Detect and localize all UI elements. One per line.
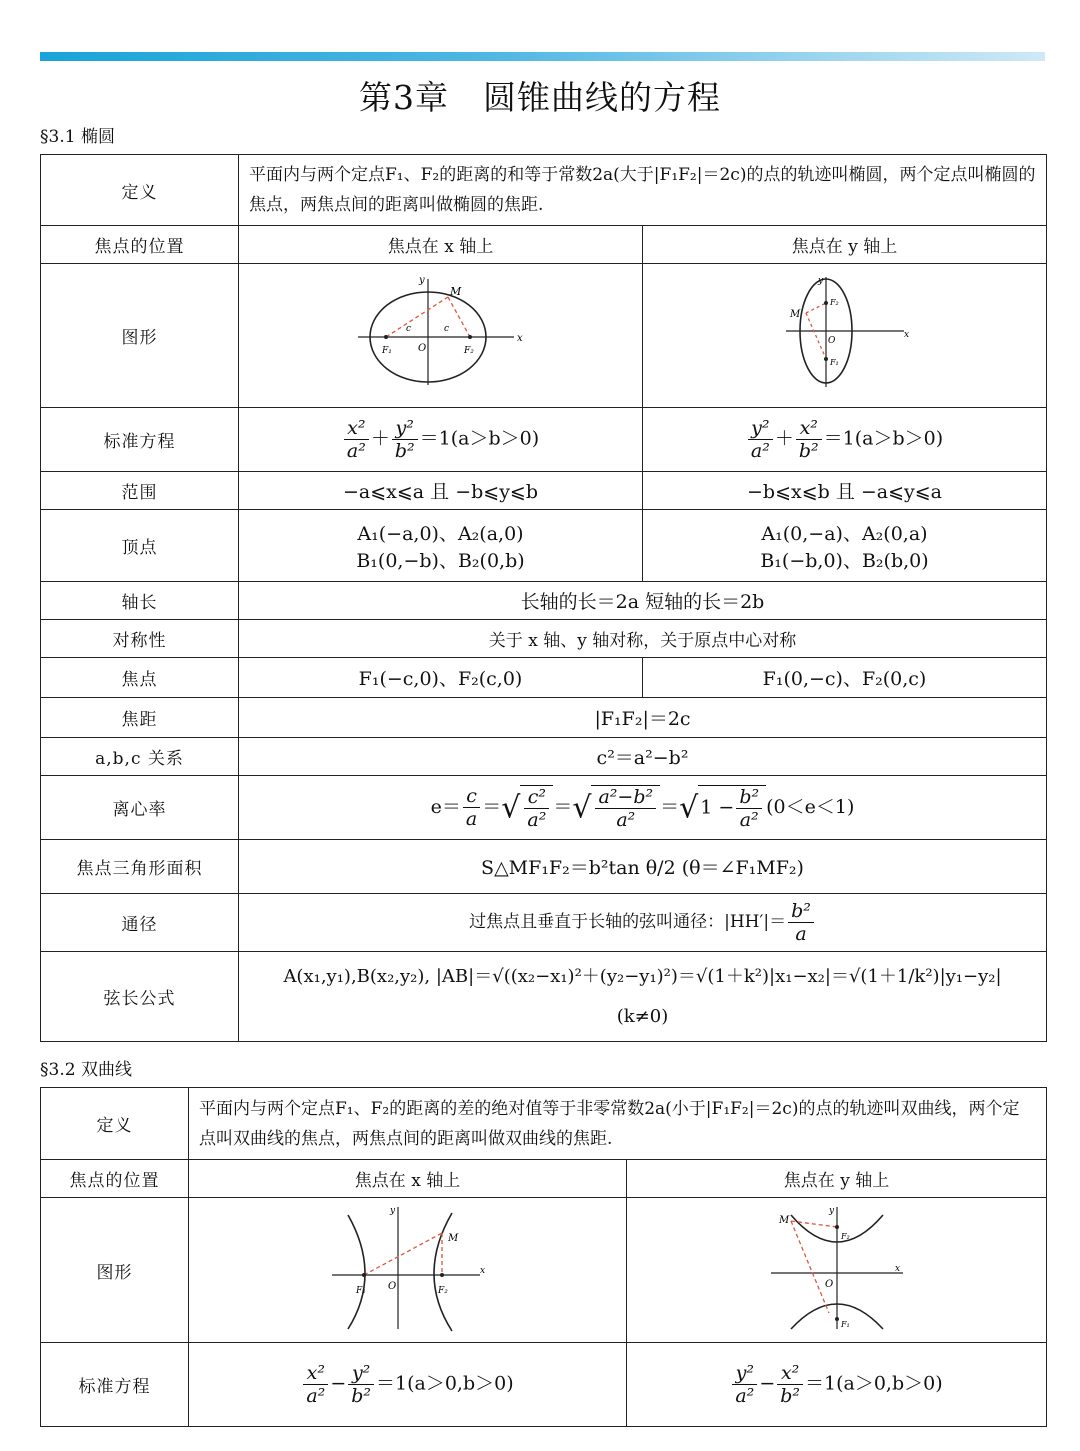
row-label-standard-eq: 标准方程 xyxy=(41,408,239,472)
ellipse-focal-distance: |F₁F₂|＝2c xyxy=(239,698,1047,738)
hyperbola-definition: 平面内与两个定点F₁、F₂的距离的差的绝对值等于非零常数2a(小于|F₁F₂|＝2c)的点的轨迹叫双曲线，两个定点叫双曲线的焦点，两焦点间的距离叫做双曲线的焦距. xyxy=(189,1088,1047,1160)
ellipse-vertical-diagram xyxy=(780,273,910,393)
hyperbola-eq-x: $\frac{\text{x²}}{\text{a²}}$ − $\frac{\text{y²}}{\text{b²}}$ ＝1(a＞0,b＞0) xyxy=(189,1343,627,1427)
x-axis-label: x xyxy=(479,1265,485,1276)
section-heading-hyperbola: §3.2 双曲线 xyxy=(40,1060,132,1080)
y-axis-label: y xyxy=(828,1205,834,1216)
f1-label: F₁ xyxy=(840,1319,850,1329)
point-m-label: M xyxy=(778,1214,789,1226)
focus-on-x-header: 焦点在 x 轴上 xyxy=(189,1160,627,1198)
point-m-label: M xyxy=(449,285,461,298)
row-label-symmetry: 对称性 xyxy=(41,620,239,658)
row-label-abc: a,b,c 关系 xyxy=(41,738,239,776)
ellipse-eq-x: $\frac{\text{x²}}{\text{a²}}$ ＋ $\frac{\text{y²}}{\text{b²}}$ ＝1(a＞b＞0) xyxy=(239,408,643,472)
hyperbola-table xyxy=(40,1087,1047,1427)
focus-on-y-header: 焦点在 y 轴上 xyxy=(643,226,1047,264)
x-axis-label: x xyxy=(894,1263,900,1274)
x-axis-label: x xyxy=(903,330,909,340)
ellipse-focal-triangle-area: S△MF₁F₂＝b²tan θ/2 (θ＝∠F₁MF₂) xyxy=(239,840,1047,894)
row-label-focus-position: 焦点的位置 xyxy=(41,1160,189,1198)
ellipse-table xyxy=(40,154,1047,1042)
c-label: c xyxy=(405,324,411,334)
focus-on-x-header: 焦点在 x 轴上 xyxy=(239,226,643,264)
row-label-foci: 焦点 xyxy=(41,658,239,698)
page-title: 第3章 圆锥曲线的方程 xyxy=(359,78,721,117)
ellipse-foci-x: F₁(−c,0)、F₂(c,0) xyxy=(239,658,643,698)
row-label-eccentricity: 离心率 xyxy=(41,776,239,840)
f2-label: F₂ xyxy=(829,298,839,307)
ellipse-range-x: −a⩽x⩽a 且 −b⩽y⩽b xyxy=(239,472,643,510)
ellipse-y-figure xyxy=(643,264,1047,408)
section-heading-ellipse: §3.1 椭圆 xyxy=(40,127,115,147)
y-axis-label: y xyxy=(418,275,425,286)
origin-label: O xyxy=(387,1280,396,1292)
hyperbola-vertical-diagram xyxy=(767,1203,907,1333)
origin-label: O xyxy=(827,336,835,346)
f2-label: F₂ xyxy=(840,1231,850,1241)
hyperbola-y-figure xyxy=(627,1198,1047,1343)
point-m-label: M xyxy=(789,309,800,320)
ellipse-chord-length: A(x₁,y₁),B(x₂,y₂), |AB|＝√((x₂−x₁)²＋(y₂−y₁)²)＝√(1＋k²)|x₁−x₂|＝√(1＋1/k²)|y₁−y₂| (k≠0) xyxy=(239,952,1047,1042)
x-axis-label: x xyxy=(516,333,523,344)
ellipse-range-y: −b⩽x⩽b 且 −a⩽y⩽a xyxy=(643,472,1047,510)
f1-label: F₁ xyxy=(829,358,839,367)
row-label-vertex: 顶点 xyxy=(41,510,239,582)
ellipse-abc-relation: c²＝a²−b² xyxy=(239,738,1047,776)
ellipse-eq-y: $\frac{\text{y²}}{\text{a²}}$ ＋ $\frac{\text{x²}}{\text{b²}}$ ＝1(a＞b＞0) xyxy=(643,408,1047,472)
origin-label: O xyxy=(417,343,426,354)
row-label-focal-triangle-area: 焦点三角形面积 xyxy=(41,840,239,894)
row-label-range: 范围 xyxy=(41,472,239,510)
origin-label: O xyxy=(824,1278,833,1290)
y-axis-label: y xyxy=(389,1205,395,1216)
header-accent-bar xyxy=(40,52,1045,61)
row-label-latus-rectum: 通径 xyxy=(41,894,239,952)
hyperbola-horizontal-diagram xyxy=(328,1203,488,1333)
ellipse-latus-rectum: 过焦点且垂直于长轴的弦叫通径：|HH′|＝ $\frac{\text{b²}}{a}$ xyxy=(239,894,1047,952)
ellipse-axis-length: 长轴的长＝2a 短轴的长＝2b xyxy=(239,582,1047,620)
ellipse-eccentricity: e＝ $\frac{c}{a}$ ＝√ $\frac{\text{c²}}{\text{a²}}$ ＝√ $\frac{\text{a²−b²}}{\text{a²}}$ ＝√ 1 − $\frac{\text{b²}}{\text{a²}}$ (0＜e＜1) xyxy=(239,776,1047,840)
row-label-standard-eq: 标准方程 xyxy=(41,1343,189,1427)
row-label-axis: 轴长 xyxy=(41,582,239,620)
ellipse-foci-y: F₁(0,−c)、F₂(0,c) xyxy=(643,658,1047,698)
c-label: c xyxy=(443,324,449,334)
y-axis-label: y xyxy=(817,276,823,286)
ellipse-x-figure xyxy=(239,264,643,408)
row-label-figure: 图形 xyxy=(41,264,239,408)
f2-label: F₂ xyxy=(463,346,474,356)
ellipse-definition: 平面内与两个定点F₁、F₂的距离的和等于常数2a(大于|F₁F₂|＝2c)的点的轨迹叫椭圆，两个定点叫椭圆的焦点，两焦点间的距离叫做椭圆的焦距. xyxy=(239,155,1047,226)
ellipse-horizontal-diagram xyxy=(356,273,526,393)
row-label-focal-distance: 焦距 xyxy=(41,698,239,738)
row-label-chord-length: 弦长公式 xyxy=(41,952,239,1042)
row-label-figure: 图形 xyxy=(41,1198,189,1343)
f2-label: F₂ xyxy=(437,1285,448,1296)
ellipse-vertex-y: A₁(0,−a)、A₂(0,a) B₁(−b,0)、B₂(b,0) xyxy=(643,510,1047,582)
hyperbola-x-figure xyxy=(189,1198,627,1343)
f1-label: F₁ xyxy=(381,346,392,356)
hyperbola-eq-y: $\frac{\text{y²}}{\text{a²}}$ − $\frac{\text{x²}}{\text{b²}}$ ＝1(a＞0,b＞0) xyxy=(627,1343,1047,1427)
row-label-definition: 定义 xyxy=(41,1088,189,1160)
ellipse-vertex-x: A₁(−a,0)、A₂(a,0) B₁(0,−b)、B₂(0,b) xyxy=(239,510,643,582)
row-label-focus-position: 焦点的位置 xyxy=(41,226,239,264)
point-m-label: M xyxy=(447,1232,458,1244)
focus-on-y-header: 焦点在 y 轴上 xyxy=(627,1160,1047,1198)
row-label-definition: 定义 xyxy=(41,155,239,226)
f1-label: F₁ xyxy=(355,1285,366,1296)
ellipse-symmetry: 关于 x 轴、y 轴对称，关于原点中心对称 xyxy=(239,620,1047,658)
